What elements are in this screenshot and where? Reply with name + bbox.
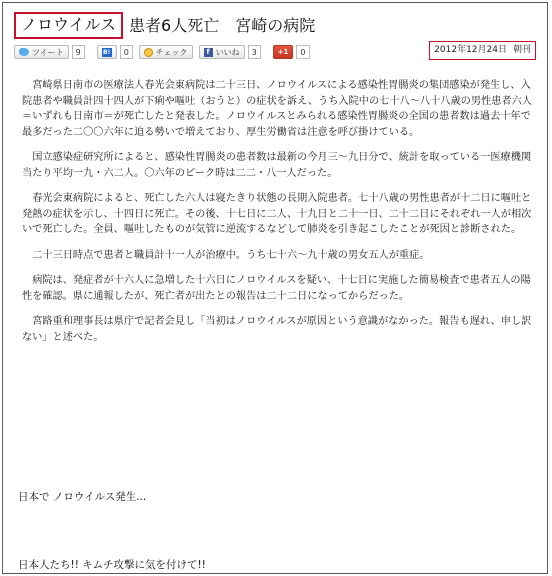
gplus-count: 0 [296,45,309,59]
like-count: 3 [248,45,261,59]
facebook-like-button[interactable] [199,45,245,59]
topic-tag: ノロウイルス [14,12,123,39]
article-body [22,78,532,355]
tweet-button[interactable] [14,45,69,59]
article-paragraph: 病院は、発症者が十六人に急増した十六日にノロウイルスを疑い、十七日に実施した簡易検査で患者五人の陽性を確認。県に通報したが、死亡者が出たとの報告は二十二日になってからだった。 [22,275,531,302]
tweet-label: ツイート [32,47,64,57]
article-paragraph: 宮崎県日南市の医療法人春光会東病院は二十三日、ノロウイルスによる感染性胃腸炎の集団感染が発生し、入院患者や職員計四十四人が下痢や嘔吐（おうと）の症状を訴え、うち入院中の七十八〜八十八歳の男性患者六人＝いずれも日南市＝が死亡したと発表した。ノロウイルスとみられる感染性胃腸炎の全国の患者数は過去十年で最多だった二〇〇六年に迫る勢いで増えており、厚生労働省は注意を呼び掛けている。 [22,80,532,138]
publish-date: 2012年12月24日 [434,45,507,55]
share-bar [14,45,310,59]
article-paragraph: 国立感染症研究所によると、感染性胃腸炎の患者数は最新の今月三〜九日分で、統計を取っている一医療機関当たり平均一九・六二人。〇六年のピーク時は二二・八一人だった。 [22,152,532,179]
article-paragraph: 宮路重和理事長は県庁で記者会見し「当初はノロウイルスが原因という意識がなかった。報告も遅れ、申し訳ない」と述べた。 [22,316,532,343]
tweet-count: 9 [72,45,85,59]
article-paragraph: 春光会東病院によると、死亡した六人は寝たきり状態の長期入院患者。七十八歳の男性患者が十二日に嘔吐と発熱の症状を示し、十四日に死亡。その後、十七日に二人、十九日と二十一日、二十二日にそれぞれ一人が相次いで死亡した。全員、嘔吐したものが気管に逆流するなどして肺炎を引き起こしたことが死因と診断された。 [22,193,532,235]
caption-line-2: 日本人たち!! キムチ攻撃に気を付けて!! [18,559,206,571]
check-icon [144,48,153,57]
headline [14,12,315,39]
like-label: いいね [215,47,240,57]
caption-line-1: 日本で ノロウイルス発生... [18,491,147,503]
dateline [429,41,536,60]
headline-title: 患者6人死亡 宮崎の病院 [129,15,316,35]
hatena-bookmark-button[interactable] [97,45,117,59]
hatena-count: 0 [120,45,133,59]
check-button[interactable] [139,45,193,59]
edition-label: 朝刊 [512,45,531,55]
check-label: チェック [155,47,188,57]
article-paragraph: 二十三日時点で患者と職員計十一人が治療中。うち七十六〜九十歳の男女五人が重症。 [32,249,430,261]
google-plus-button[interactable]: +1 [273,45,294,59]
hatena-bookmark-icon: B! [103,48,111,56]
facebook-icon: f [204,48,213,57]
twitter-icon [19,48,29,56]
